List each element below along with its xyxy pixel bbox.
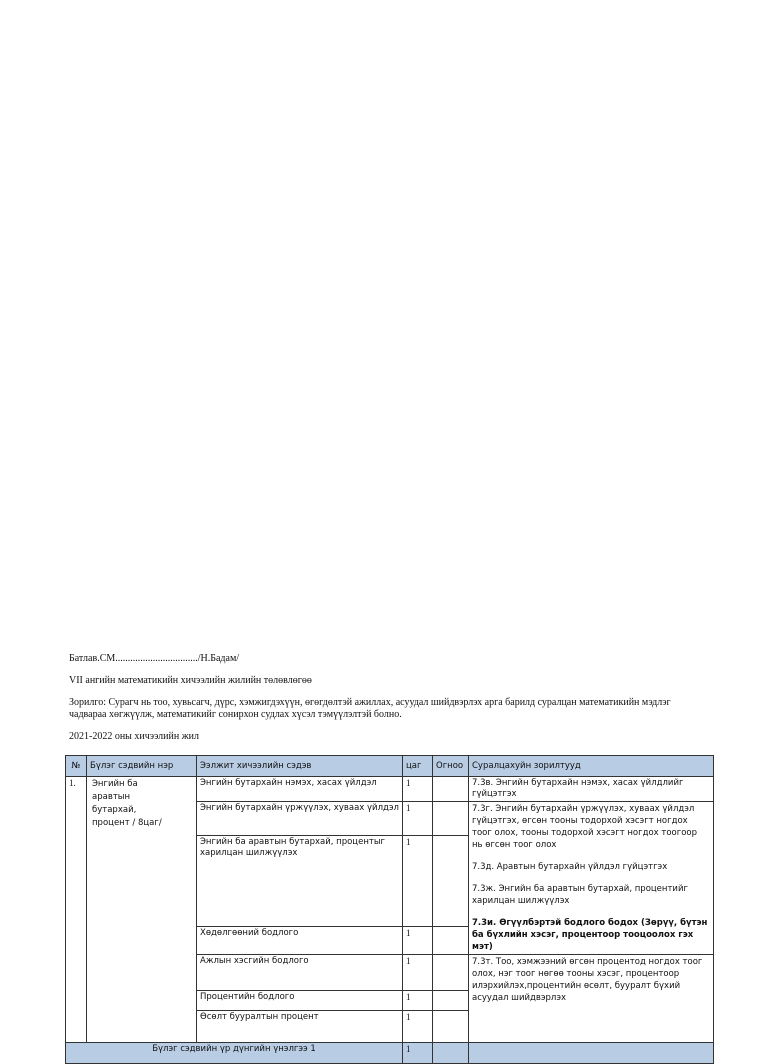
- header-date: Огноо: [433, 756, 469, 777]
- header-topic: Ээлжит хичээлийн сэдэв: [197, 756, 403, 777]
- date-cell[interactable]: [433, 1043, 469, 1064]
- goal-paragraph: Зорилго: Сурагч нь тоо, хувьсагч, дүрс, хэмжигдэхүүн, өгөгдөлтэй ажиллах, асуудал шийдвэрлэх арга барилд суралцан математикийн мэдлэг чадвараа хөгжүүлж, математикийг сонирхон судлах хүсэл тэмүүлэлтэй болно.: [69, 697, 671, 720]
- objective-text: 7.3ж. Энгийн ба аравтын бутархай, процентийг харилцан шилжүүлэх: [472, 884, 688, 906]
- hours-cell: 1: [403, 955, 433, 991]
- chapter-name: Энгийн ба аравтын бутархай, процент / 8цаг/: [87, 777, 197, 1043]
- hours-cell: 1: [403, 1011, 433, 1043]
- objective-text: 7.3г. Энгийн бутархайн үржүүлэх, хуваах үйлдэл гүйцэтгэх, өгсөн тооны тодорхой хэсэгт ногдох тоог олох, тооны тодорхой хэсэгт ногдох тоогоор нь өгсөн тоог олох: [472, 804, 697, 850]
- date-cell[interactable]: [433, 1011, 469, 1043]
- hours-cell: 1: [403, 777, 433, 802]
- objectives-block: [469, 802, 714, 955]
- topic-cell: Энгийн бутархайн үржүүлэх, хуваах үйлдэл: [197, 802, 403, 836]
- hours-cell: 1: [403, 991, 433, 1011]
- table-footer-row: [66, 1043, 714, 1064]
- plan-title: VII ангийн математикийн хичээлийн жилийн төлөвлөгөө: [69, 675, 312, 686]
- topic-cell: Ажлын хэсгийн бодлого: [197, 955, 403, 991]
- objective-text: 7.3д. Аравтын бутархайн үйлдэл гүйцэтгэх: [472, 862, 668, 872]
- hours-cell: 1: [403, 802, 433, 836]
- topic-cell: Энгийн бутархайн нэмэх, хасах үйлдэл: [197, 777, 403, 802]
- date-cell[interactable]: [433, 777, 469, 802]
- date-cell[interactable]: [433, 802, 469, 836]
- date-cell[interactable]: [433, 836, 469, 927]
- date-cell[interactable]: [433, 955, 469, 991]
- header-number: №: [66, 756, 87, 777]
- topic-cell: Энгийн ба аравтын бутархай, процентыг харилцан шилжүүлэх: [197, 836, 403, 927]
- objective-cell: 7.3в. Энгийн бутархайн нэмэх, хасах үйлдлийг гүйцэтгэх: [469, 777, 714, 802]
- plan-table: [65, 755, 714, 1064]
- chapter-assessment-label: Бүлэг сэдвийн үр дүнгийн үнэлгээ 1: [66, 1043, 403, 1064]
- topic-cell: Өсөлт бууралтын процент: [197, 1011, 403, 1043]
- hours-cell: 1: [403, 926, 433, 954]
- header-hours: цаг: [403, 756, 433, 777]
- chapter-number: 1.: [66, 777, 87, 1043]
- hours-cell: 1: [403, 1043, 433, 1064]
- hours-cell: 1: [403, 836, 433, 927]
- objective-text: 7.3и. Өгүүлбэртэй бодлого бодох (Зөрүү, бүтэн ба бүхлийн хэсэг, процентоор тооцоолох гэх мэт): [472, 918, 708, 952]
- header-objectives: Суралцахуйн зорилтууд: [469, 756, 714, 777]
- school-year: 2021-2022 оны хичээлийн жил: [69, 731, 199, 742]
- table-header-row: [66, 756, 714, 777]
- objective-cell: 7.3т. Тоо, хэмжээний өгсөн процентод ногдох тоог олох, нэг тоог нөгөө тооны хэсэг, процентоор илэрхийлэх,процентийн өсөлт, бууралт бүхий асуудал шийдвэрлэх: [469, 955, 714, 1043]
- objective-cell: [469, 1043, 714, 1064]
- topic-cell: Хөдөлгөөний бодлого: [197, 926, 403, 954]
- approval-line: Батлав.СМ................................./Н.Бадам/: [69, 653, 240, 664]
- date-cell[interactable]: [433, 991, 469, 1011]
- table-row: [66, 777, 714, 802]
- header-chapter: Бүлэг сэдвийн нэр: [87, 756, 197, 777]
- topic-cell: Процентийн бодлого: [197, 991, 403, 1011]
- date-cell[interactable]: [433, 926, 469, 954]
